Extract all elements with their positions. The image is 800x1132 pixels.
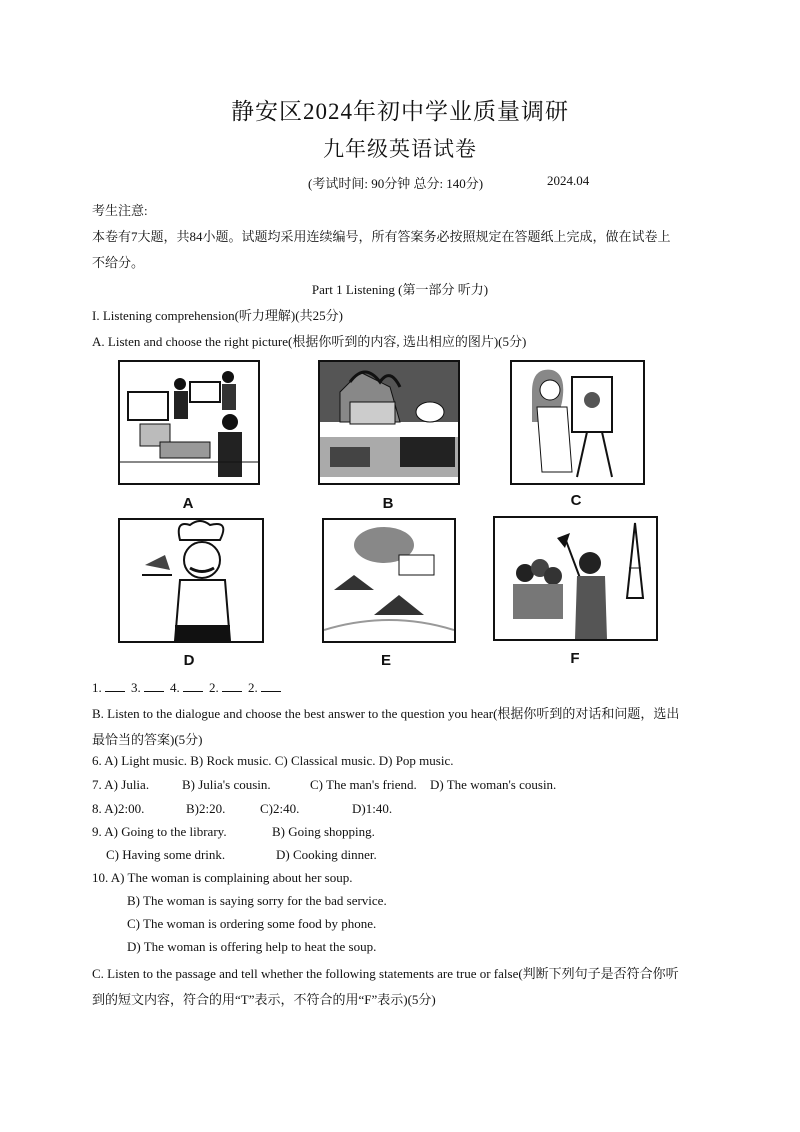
question-number: 8. xyxy=(92,801,102,816)
sectionA-heading: A. Listen and choose the right picture(根据你听到的内容, 选出相应的图片)(5分) xyxy=(92,334,527,349)
notice-text-line1: 本卷有7大题，共84小题。试题均采用连续编号，所有答案务必按照规定在答题纸上完成，做在试卷上 xyxy=(92,229,671,244)
option-b: B) Going shopping. xyxy=(272,824,375,839)
answer-num-1: 1. xyxy=(92,680,102,695)
picture-d xyxy=(118,518,264,643)
option-a: A) Light music. xyxy=(104,753,187,768)
question-8 xyxy=(92,801,144,817)
picture-c xyxy=(510,360,645,485)
page-title: 静安区2024年初中学业质量调研 xyxy=(231,99,569,124)
question-9 xyxy=(92,824,227,840)
option-b: B)2:20. xyxy=(186,801,226,816)
answer-blank[interactable] xyxy=(144,681,164,692)
answer-num-5: 2. xyxy=(248,680,258,695)
option-a: A)2:00. xyxy=(104,801,145,816)
answer-blank[interactable] xyxy=(183,681,203,692)
sectionC-heading-line2: 到的短文内容，符合的用“T”表示，不符合的用“F”表示)(5分) xyxy=(92,992,436,1007)
painter-icon xyxy=(512,362,643,483)
option-d: D) The woman's cousin. xyxy=(430,777,557,792)
sectionB-heading-line2: 最恰当的答案)(5分) xyxy=(92,732,203,747)
exam-date: 2024.04 xyxy=(547,173,590,188)
answer-blank[interactable] xyxy=(105,681,125,692)
picture-e xyxy=(322,518,456,643)
option-a: A) Julia. xyxy=(104,777,150,792)
question-7 xyxy=(92,777,149,793)
option-a: A) The woman is complaining about her soup. xyxy=(110,870,353,885)
answer-blank[interactable] xyxy=(222,681,242,692)
picture-label-c: C xyxy=(570,492,582,509)
part1-heading: Part 1 Listening (第一部分 听力) xyxy=(311,282,489,297)
option-c: C) Classical music. xyxy=(274,753,376,768)
picture-label-a: A xyxy=(182,495,194,512)
option-c: C) The woman is ordering some food by phone. xyxy=(127,916,377,931)
office-workers-icon xyxy=(120,362,258,483)
burning-building-icon xyxy=(320,362,458,483)
option-c: C)2:40. xyxy=(260,801,300,816)
page-subtitle: 九年级英语试卷 xyxy=(323,137,477,161)
picture-label-d: D xyxy=(183,652,195,669)
option-c: C) The man's friend. xyxy=(310,777,417,792)
question-6 xyxy=(92,753,453,769)
picture-b xyxy=(318,360,460,485)
snow-houses-icon xyxy=(324,520,454,641)
picture-f xyxy=(493,516,658,641)
answer-num-4: 2. xyxy=(209,680,219,695)
tour-guide-icon xyxy=(495,518,656,639)
answer-num-3: 4. xyxy=(170,680,180,695)
notice-text-line2: 不给分。 xyxy=(92,255,145,270)
section1-heading: I. Listening comprehension(听力理解)(共25分) xyxy=(92,308,343,323)
question-number: 6. xyxy=(92,753,102,768)
question-number: 7. xyxy=(92,777,102,792)
picture-a xyxy=(118,360,260,485)
option-b: B) Julia's cousin. xyxy=(182,777,271,792)
picture-label-b: B xyxy=(382,495,394,512)
option-a: A) Going to the library. xyxy=(104,824,227,839)
notice-heading: 考生注意: xyxy=(92,203,148,218)
picture-label-f: F xyxy=(570,650,580,667)
option-d: D)1:40. xyxy=(352,801,393,816)
sectionC-heading-line1: C. Listen to the passage and tell whether the following statements are true or false(判断下列句子是否符合你听 xyxy=(92,966,679,981)
chef-icon xyxy=(120,520,262,641)
question-number: 10. xyxy=(92,870,109,885)
question-number: 9. xyxy=(92,824,102,839)
picture-label-e: E xyxy=(380,652,391,669)
answer-num-2: 3. xyxy=(131,680,141,695)
question-10 xyxy=(92,870,352,886)
option-b: B) Rock music. xyxy=(190,753,272,768)
answer-line-a xyxy=(92,680,284,696)
exam-info: (考试时间: 90分钟 总分: 140分) xyxy=(308,176,484,191)
option-b: B) The woman is saying sorry for the bad service. xyxy=(127,893,387,908)
option-d: D) Pop music. xyxy=(378,753,454,768)
sectionB-heading-line1: B. Listen to the dialogue and choose the best answer to the question you hear(根据你听到的对话和问题，选出 xyxy=(92,706,680,721)
option-c: C) Having some drink. xyxy=(106,847,226,862)
option-d: D) The woman is offering help to heat the soup. xyxy=(127,939,377,954)
answer-blank[interactable] xyxy=(261,681,281,692)
option-d: D) Cooking dinner. xyxy=(276,847,377,862)
